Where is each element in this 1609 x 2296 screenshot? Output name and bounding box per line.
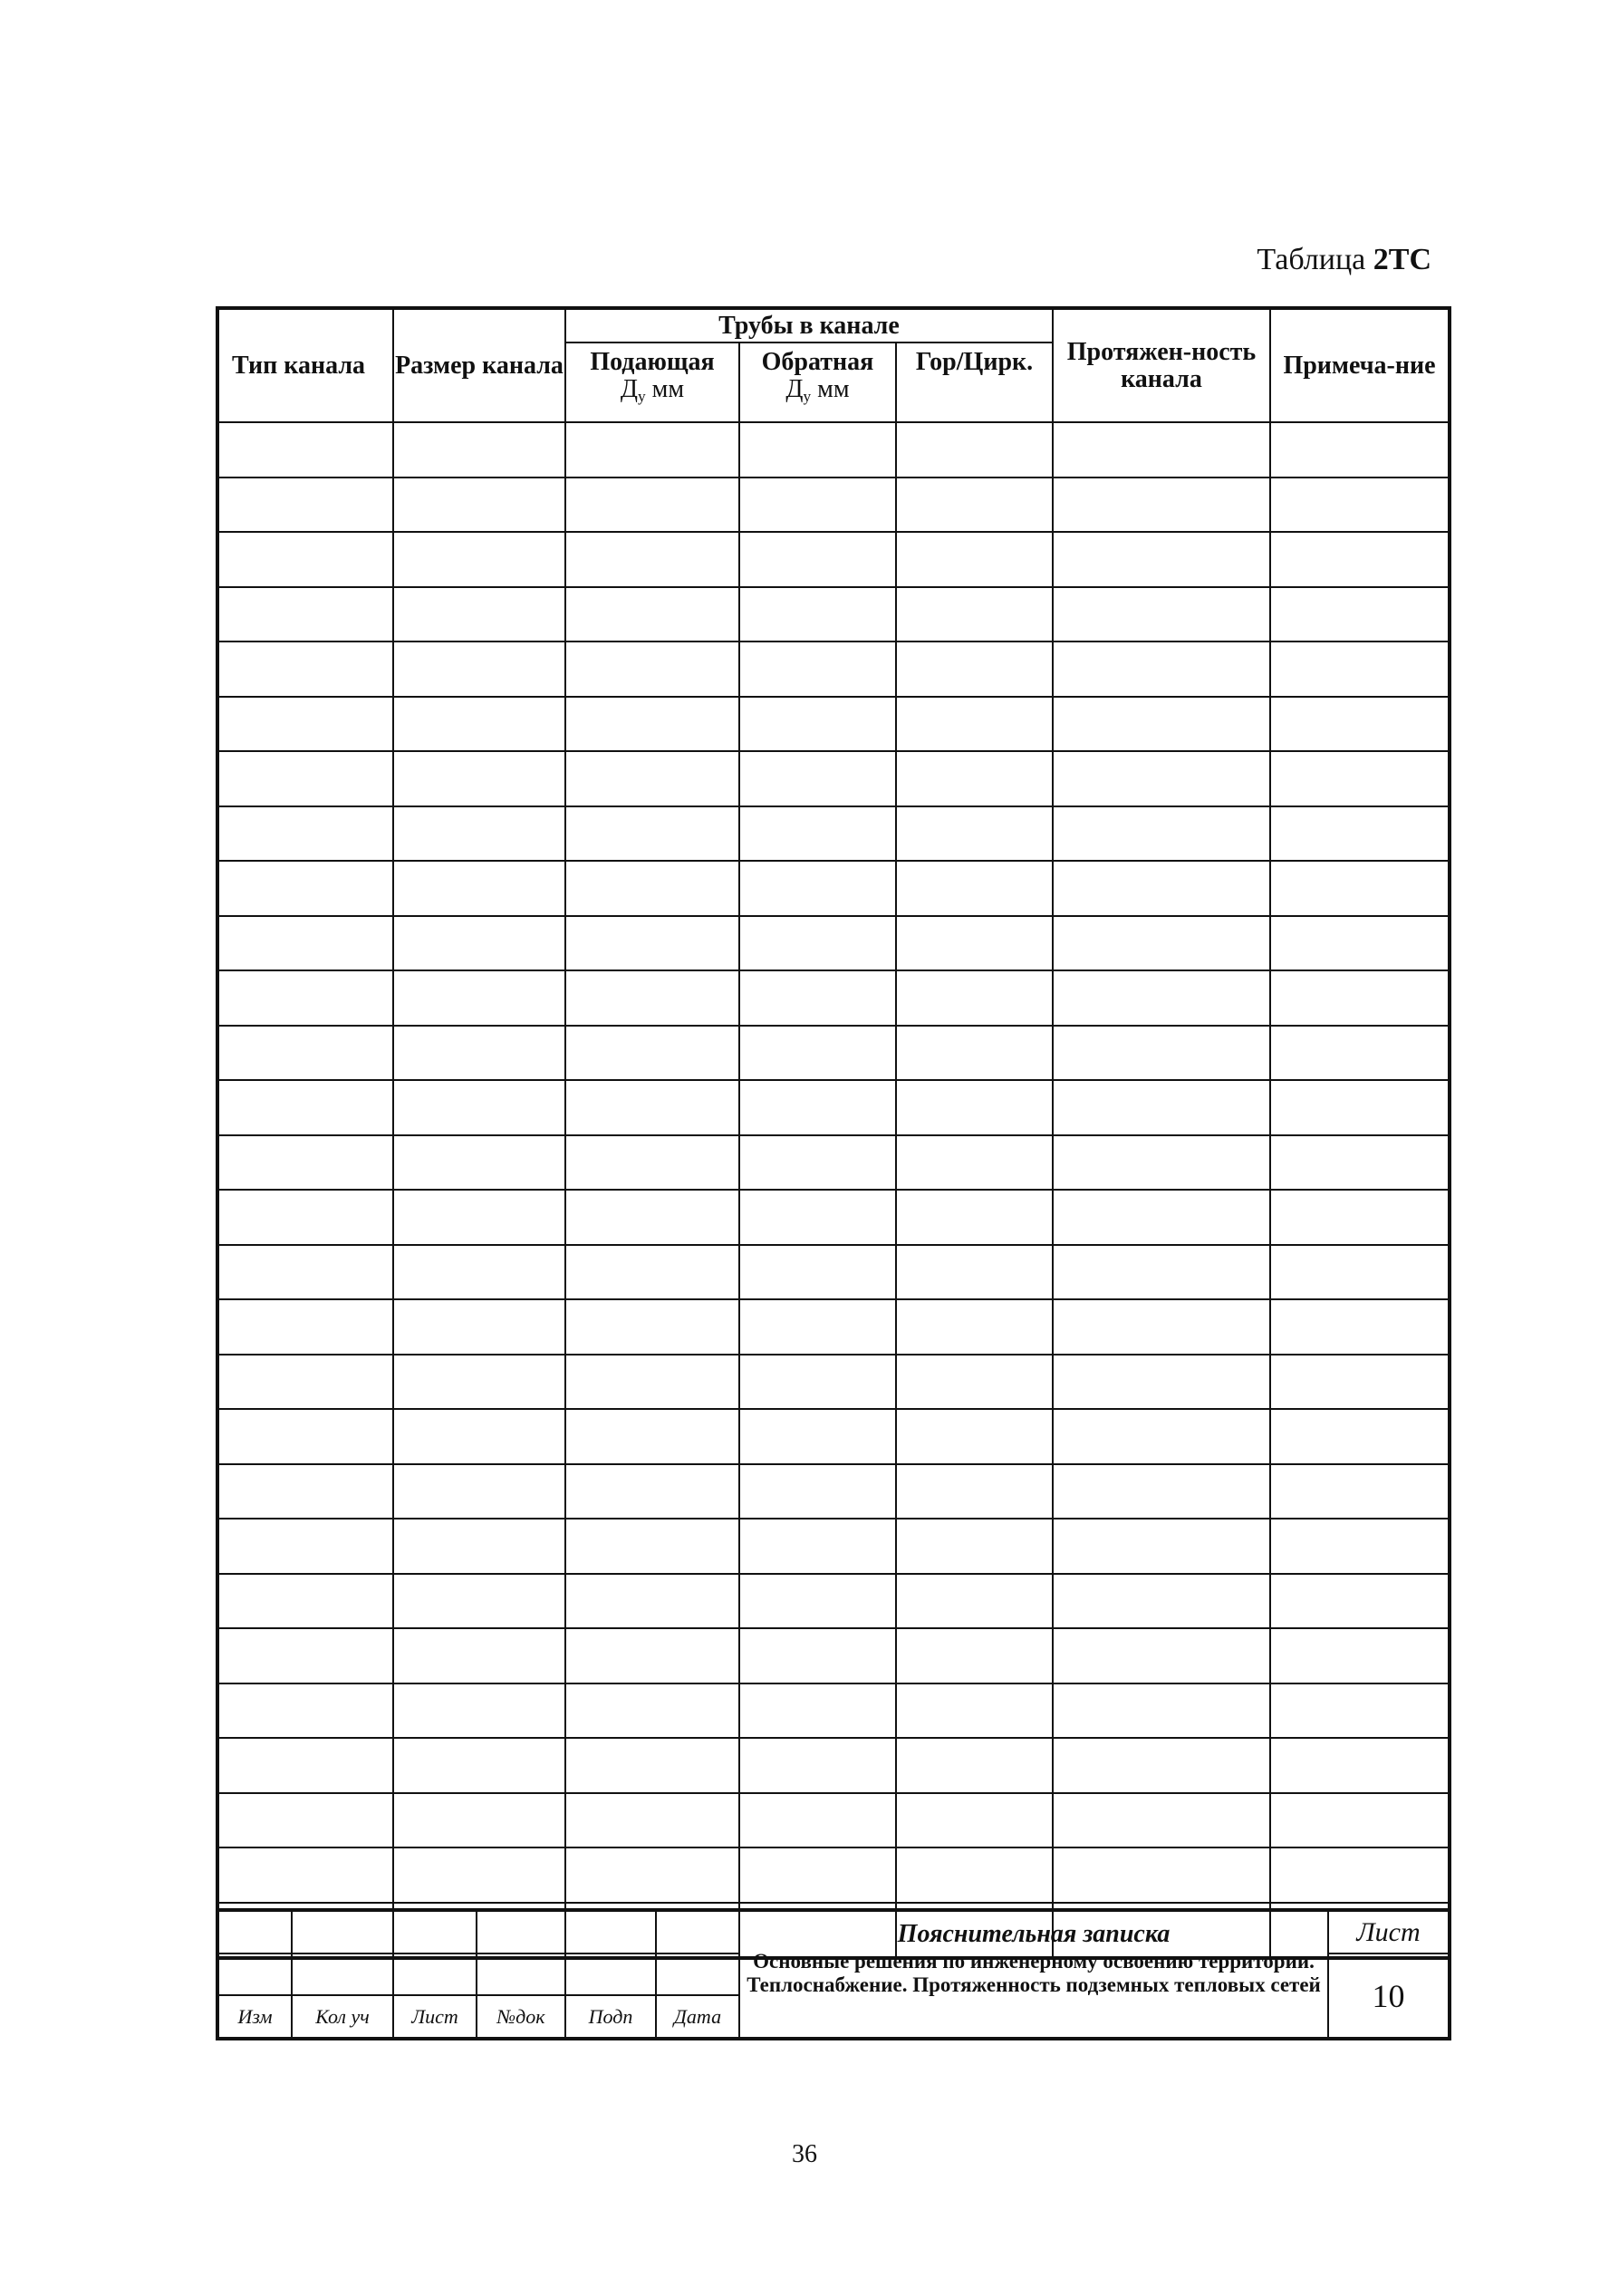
table-cell [393,642,565,697]
table-cell [896,1793,1053,1848]
table-cell [896,1299,1053,1355]
table-cell [896,916,1053,971]
table-cell [565,1628,739,1683]
table-cell [217,532,393,587]
table-cell [393,806,565,862]
table-cell [217,1847,393,1903]
table-cell [1270,1190,1450,1245]
table-row [217,587,1450,642]
stamp-ndoc: №док [477,1995,565,2039]
table-body [217,422,1450,1958]
table-cell [217,1355,393,1410]
table-cell [1053,1464,1270,1519]
table-cell [739,422,896,478]
table-cell [393,1738,565,1793]
table-cell [565,1190,739,1245]
table-cell [565,422,739,478]
table-cell [217,642,393,697]
table-cell [896,1847,1053,1903]
table-row [217,1245,1450,1300]
table-cell [739,751,896,806]
table-cell [1270,916,1450,971]
table-cell [896,1574,1053,1629]
table-cell [1270,1135,1450,1191]
table-cell [1270,642,1450,697]
stamp-cell [217,1954,292,1995]
table-cell [896,1738,1053,1793]
table-row [217,1683,1450,1739]
table-row [217,1574,1450,1629]
table-row [217,1793,1450,1848]
table-cell [565,806,739,862]
stamp-cell [656,1954,739,1995]
table-cell [739,642,896,697]
table-cell [393,1628,565,1683]
table-cell [565,751,739,806]
table-cell [739,1464,896,1519]
table-row [217,1355,1450,1410]
table-cell [739,1519,896,1574]
table-cell [1053,1245,1270,1300]
table-cell [217,1135,393,1191]
table-cell [1270,1409,1450,1464]
table-cell [1270,1080,1450,1135]
table-row [217,697,1450,752]
table-cell [1270,861,1450,916]
table-cell [1270,532,1450,587]
table-cell [565,1574,739,1629]
table-cell [1053,1080,1270,1135]
stamp-cell [656,1910,739,1954]
table-cell [565,1245,739,1300]
table-cell [1053,478,1270,533]
table-cell [1270,1299,1450,1355]
table-cell [217,1738,393,1793]
table-cell [1270,1245,1450,1300]
table-cell [393,1464,565,1519]
table-cell [1053,422,1270,478]
table-cell [896,1628,1053,1683]
stamp-cell [393,1954,477,1995]
table-cell [896,1519,1053,1574]
header-note: Примеча-ние [1270,308,1450,422]
table-cell [896,532,1053,587]
table-cell [393,478,565,533]
table-cell [1053,1847,1270,1903]
table-cell [217,751,393,806]
header-supply [565,342,739,422]
table-cell [393,422,565,478]
table-cell [1270,697,1450,752]
header-return [739,342,896,422]
stamp-izm: Изм [217,1995,292,2039]
stamp-podp: Подп [565,1995,656,2039]
table-cell [739,861,896,916]
table-cell [896,697,1053,752]
stamp-kol-uch: Кол уч [292,1995,393,2039]
table-cell [393,1026,565,1081]
table-cell [565,1409,739,1464]
stamp-cell [393,1910,477,1954]
table-cell [739,478,896,533]
table-number [997,243,1431,277]
table-cell [1270,1793,1450,1848]
table-cell [1053,1574,1270,1629]
table-cell [896,861,1053,916]
table-cell [1053,1519,1270,1574]
table-cell [393,751,565,806]
table-cell [393,1519,565,1574]
table-cell [565,1519,739,1574]
table-cell [565,478,739,533]
table-cell [393,587,565,642]
table-cell [393,1080,565,1135]
table-cell [217,1464,393,1519]
table-row [217,1026,1450,1081]
stamp-list: Лист [393,1995,477,2039]
table-cell [739,806,896,862]
table-row [217,1299,1450,1355]
table-cell [1053,642,1270,697]
table-cell [739,1135,896,1191]
table-cell [217,1245,393,1300]
table-cell [217,478,393,533]
table-cell [1053,970,1270,1026]
table-cell [565,1738,739,1793]
table-cell [739,970,896,1026]
table-cell [1053,1683,1270,1739]
table-row [217,916,1450,971]
table-row [217,1738,1450,1793]
table-cell [1270,422,1450,478]
table-cell [1270,970,1450,1026]
table-cell [896,806,1053,862]
stamp-cell [292,1910,393,1954]
table-cell [565,916,739,971]
table-cell [217,697,393,752]
header-channel-type: Тип канала [217,308,393,422]
header-pipes-group: Трубы в канале [565,308,1053,342]
table-cell [565,587,739,642]
table-cell [896,422,1053,478]
stamp-cell [292,1954,393,1995]
stamp-doc-subtitle: Основные решения по инженерному освоению территории. Теплоснабжение. Протяженность подземных тепловых сетей [747,1950,1321,1996]
table-cell [1270,478,1450,533]
table-cell [896,478,1053,533]
table-cell [217,1519,393,1574]
table-cell [1053,1026,1270,1081]
table-cell [1053,861,1270,916]
table-cell [739,916,896,971]
table-cell [393,1299,565,1355]
table-cell [896,1409,1053,1464]
table-cell [1270,1847,1450,1903]
header-channel-length: Протяжен-ность канала [1053,308,1270,422]
table-cell [739,1409,896,1464]
table-cell [1053,806,1270,862]
table-row [217,970,1450,1026]
table-cell [217,1080,393,1135]
title-block [216,1908,1451,2040]
table-cell [565,1793,739,1848]
table-row [217,806,1450,862]
table-cell [1053,1355,1270,1410]
table-cell [739,1683,896,1739]
table-cell [739,1847,896,1903]
table-cell [393,1793,565,1848]
table-cell [565,970,739,1026]
table-cell [1270,806,1450,862]
table-row [217,1135,1450,1191]
table-cell [1053,751,1270,806]
table-cell [217,1574,393,1629]
table-cell [393,1847,565,1903]
table-row [217,1190,1450,1245]
table-cell [739,1190,896,1245]
table-cell [217,1299,393,1355]
table-cell [393,1355,565,1410]
table-cell [393,1245,565,1300]
table-cell [739,697,896,752]
table-cell [896,1026,1053,1081]
table-cell [1053,1793,1270,1848]
table-cell [1053,697,1270,752]
table-number-code: 2ТС [1373,243,1431,276]
table-cell [565,861,739,916]
table-row [217,642,1450,697]
table-cell [393,1409,565,1464]
table-cell [1270,1628,1450,1683]
table-row [217,478,1450,533]
table-cell [217,1409,393,1464]
table-cell [1053,587,1270,642]
table-cell [217,1628,393,1683]
table-cell [739,1793,896,1848]
table-cell [1053,1135,1270,1191]
table-cell [896,1464,1053,1519]
table-cell [393,532,565,587]
table-cell [1270,1355,1450,1410]
stamp-cell [217,1910,292,1954]
pipe-channel-table [216,306,1451,1960]
table-cell [1053,916,1270,971]
table-cell [1270,1683,1450,1739]
table-cell [565,1135,739,1191]
table-cell [739,1574,896,1629]
table-row [217,1847,1450,1903]
table-cell [739,1299,896,1355]
table-cell [1053,1628,1270,1683]
table-cell [896,587,1053,642]
stamp-data: Дата [656,1995,739,2039]
table-cell [393,1135,565,1191]
table-cell [1270,1026,1450,1081]
stamp-doc-title: Пояснительная записка [897,1920,1171,1948]
table-cell [393,1190,565,1245]
table-cell [565,1299,739,1355]
table-cell [565,1080,739,1135]
table-cell [1053,1299,1270,1355]
table-cell [896,642,1053,697]
table-number-prefix: Таблица [1257,243,1366,276]
table-cell [217,970,393,1026]
table-cell [739,1026,896,1081]
stamp-cell [565,1910,656,1954]
table-cell [1270,587,1450,642]
table-cell [565,1026,739,1081]
table-cell [565,642,739,697]
table-cell [896,970,1053,1026]
table-cell [393,970,565,1026]
table-cell [217,1683,393,1739]
table-cell [393,1574,565,1629]
header-supply-label: Подающая [590,348,715,376]
table-cell [896,1355,1053,1410]
table-cell [739,587,896,642]
table-cell [565,1355,739,1410]
table-cell [1270,751,1450,806]
table-cell [1053,1738,1270,1793]
table-cell [739,1628,896,1683]
table-cell [739,1355,896,1410]
table-cell [217,916,393,971]
header-hot-circ: Гор/Цирк. [896,342,1053,422]
table-row [217,532,1450,587]
table-cell [1053,1409,1270,1464]
table-cell [1053,1190,1270,1245]
table-row [217,1464,1450,1519]
table-cell [217,422,393,478]
table-cell [896,1683,1053,1739]
table-cell [217,806,393,862]
header-return-label: Обратная [761,348,874,376]
table-cell [217,1026,393,1081]
table-row [217,1519,1450,1574]
table-row [217,1080,1450,1135]
table-cell [393,916,565,971]
table-cell [739,1080,896,1135]
table-cell [739,1738,896,1793]
table-row [217,861,1450,916]
page-number: 36 [792,2140,817,2168]
table-cell [1270,1574,1450,1629]
table-cell [393,697,565,752]
table-cell [1270,1464,1450,1519]
stamp-title [739,1910,1328,2039]
stamp-sheet-label: Лист [1328,1910,1450,1954]
table-cell [896,1135,1053,1191]
table-cell [217,861,393,916]
table-cell [896,1190,1053,1245]
stamp-cell [477,1954,565,1995]
table-cell [565,1847,739,1903]
table-row [217,751,1450,806]
table-cell [896,1245,1053,1300]
table-cell [739,1245,896,1300]
table-cell [565,697,739,752]
table-cell [896,751,1053,806]
stamp-cell [565,1954,656,1995]
table-cell [393,1683,565,1739]
table-cell [1270,1519,1450,1574]
header-channel-size: Размер канала [393,308,565,422]
table-cell [565,1464,739,1519]
table-cell [739,532,896,587]
header-return-dn: $Д_у$ мм [785,375,850,406]
table-row [217,1409,1450,1464]
header-supply-dn: $Д_у$ мм [620,375,685,406]
table-cell [217,1793,393,1848]
stamp-sheet-number: 10 [1328,1954,1450,2039]
table-cell [1270,1738,1450,1793]
table-cell [217,587,393,642]
stamp-cell [477,1910,565,1954]
table-cell [393,861,565,916]
table-row [217,1628,1450,1683]
table-cell [217,1190,393,1245]
table-cell [1053,532,1270,587]
table-cell [565,532,739,587]
table-cell [565,1683,739,1739]
table-row [217,422,1450,478]
table-cell [896,1080,1053,1135]
